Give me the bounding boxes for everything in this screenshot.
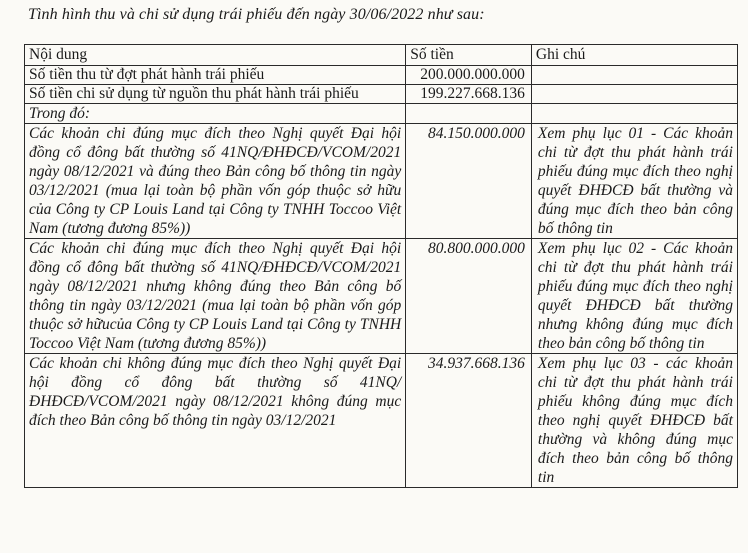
table-row [25, 239, 738, 354]
header-amount: Số tiền [406, 45, 532, 66]
row-amount: 199.227.668.136 [406, 85, 532, 104]
table-header-row [25, 45, 738, 66]
row-amount [406, 104, 532, 124]
table-row [25, 124, 738, 239]
row-note [531, 66, 737, 85]
row-content: Các khoản chi đúng mục đích theo Nghị quyết Đại hội đồng cổ đông bất thường số 41NQ/ĐHĐCĐ/VCOM/2021 ngày 08/12/2021 nhưng không đúng theo Bản công bố thông tin ngày 03/12/2021 (mua lại toàn bộ phần vốn góp thuộc sở hữucủa Công ty CP Louis Land tại Công ty TNHH Toccoo Việt Nam (tương đương 85%)) [25, 239, 406, 354]
row-note [531, 85, 737, 104]
row-content: Các khoản chi đúng mục đích theo Nghị quyết Đại hội đồng cổ đông bất thường số 41NQ/ĐHĐCĐ/VCOM/2021 ngày 08/12/2021 và đúng theo Bản công bố thông tin ngày 03/12/2021 (mua lại toàn bộ phần vốn góp thuộc sở hữu của Công ty CP Louis Land tại Công ty TNHH Toccoo Việt Nam (tương đương 85%)) [25, 124, 406, 239]
row-note: Xem phụ lục 01 - Các khoản chi từ đợt thu phát hành trái phiếu đúng mục đích theo nghị quyết ĐHĐCĐ bất thường và đúng mục đích theo bản công bố thông tin [531, 124, 737, 239]
row-content: Các khoản chi không đúng mục đích theo Nghị quyết Đại hội đồng cổ đông bất thường số 41NQ/ĐHĐCĐ/VCOM/2021 ngày 08/12/2021 không đúng mục đích theo Bản công bố thông tin ngày 03/12/2021 [25, 354, 406, 488]
row-amount: 80.800.000.000 [406, 239, 532, 354]
bond-usage-table [24, 44, 738, 488]
row-content: Trong đó: [25, 104, 406, 124]
table-row [25, 66, 738, 85]
table-row [25, 104, 738, 124]
section-heading: Tình hình thu và chi sử dụng trái phiếu đến ngày 30/06/2022 như sau: [28, 6, 485, 23]
row-note: Xem phụ lục 03 - các khoản chi từ đợt thu phát hành trái phiếu không đúng mục đích theo nghị quyết ĐHĐCĐ bất thường và không đúng mục đích theo bản công bố thông tin [531, 354, 737, 488]
header-content: Nội dung [25, 45, 406, 66]
row-amount: 84.150.000.000 [406, 124, 532, 239]
row-amount: 200.000.000.000 [406, 66, 532, 85]
row-amount: 34.937.668.136 [406, 354, 532, 488]
row-content: Số tiền chi sử dụng từ nguồn thu phát hành trái phiếu [25, 85, 406, 104]
row-note [531, 104, 737, 124]
row-content: Số tiền thu từ đợt phát hành trái phiếu [25, 66, 406, 85]
table-row [25, 354, 738, 488]
table-row [25, 85, 738, 104]
header-note: Ghi chú [531, 45, 737, 66]
row-note: Xem phụ lục 02 - Các khoản chi từ đợt thu phát hành trái phiếu đúng mục đích theo nghị quyết ĐHĐCĐ bất thường nhưng không đúng mục đích theo bản công bố thông tin [531, 239, 737, 354]
